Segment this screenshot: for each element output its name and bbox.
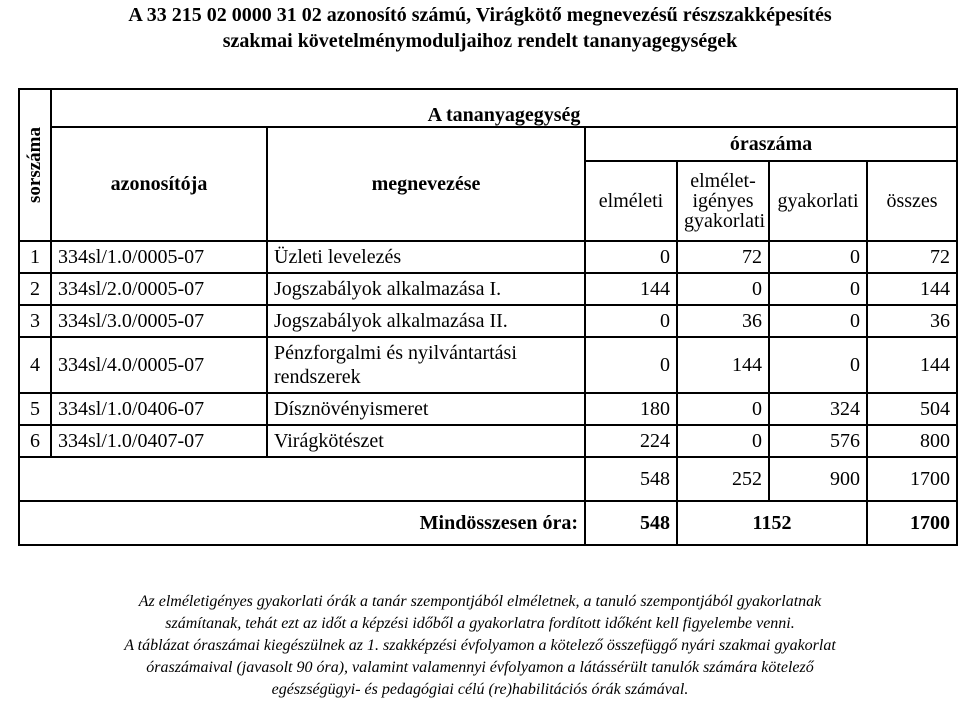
document-title bbox=[0, 2, 960, 54]
row-gyakorlati: 0 bbox=[769, 273, 867, 305]
row-number: 1 bbox=[19, 241, 51, 273]
total-label: Mindösszesen óra: bbox=[19, 501, 585, 545]
title-line-1: A 33 215 02 0000 31 02 azonosító számú, Virágkötő megnevezésű részszakképesítés bbox=[128, 4, 832, 26]
header-row-2 bbox=[19, 127, 957, 161]
footnote-line-3: A táblázat óraszámai kiegészülnek az 1. szakképzési évfolyamon a kötelező összefüggő nyári szakmai gyakorlat bbox=[124, 637, 836, 654]
row-elmeleti: 180 bbox=[585, 393, 677, 425]
header-tananyagegyseg: A tananyagegység bbox=[51, 89, 957, 127]
row-name: Jogszabályok alkalmazása I. bbox=[267, 273, 585, 305]
row-elmeleti: 0 bbox=[585, 241, 677, 273]
row-elmeletigenyes: 0 bbox=[677, 393, 769, 425]
row-elmeleti: 0 bbox=[585, 305, 677, 337]
table-row bbox=[19, 337, 957, 393]
row-number: 2 bbox=[19, 273, 51, 305]
row-gyakorlati: 0 bbox=[769, 241, 867, 273]
row-id: 334sl/1.0/0407-07 bbox=[51, 425, 267, 457]
subtotal-empty-cell bbox=[19, 457, 585, 501]
row-name: Jogszabályok alkalmazása II. bbox=[267, 305, 585, 337]
row-elmeletigenyes: 144 bbox=[677, 337, 769, 393]
subtotal-row bbox=[19, 457, 957, 501]
row-id: 334sl/3.0/0005-07 bbox=[51, 305, 267, 337]
header-megnevezese: megnevezése bbox=[267, 127, 585, 241]
row-gyakorlati: 324 bbox=[769, 393, 867, 425]
row-id: 334sl/1.0/0005-07 bbox=[51, 241, 267, 273]
row-number: 3 bbox=[19, 305, 51, 337]
row-name: Virágkötészet bbox=[267, 425, 585, 457]
header-gyakorlati: gyakorlati bbox=[769, 161, 867, 241]
row-gyakorlati: 0 bbox=[769, 305, 867, 337]
subtotal-gyakorlati: 900 bbox=[769, 457, 867, 501]
row-id: 334sl/1.0/0406-07 bbox=[51, 393, 267, 425]
row-elmeletigenyes: 0 bbox=[677, 273, 769, 305]
table-row bbox=[19, 273, 957, 305]
header-osszes: összes bbox=[867, 161, 957, 241]
row-number: 5 bbox=[19, 393, 51, 425]
row-osszes: 72 bbox=[867, 241, 957, 273]
row-elmeleti: 144 bbox=[585, 273, 677, 305]
title-line-2: szakmai követelménymoduljaihoz rendelt tananyagegységek bbox=[222, 30, 738, 52]
subtotal-elmeletigenyes: 252 bbox=[677, 457, 769, 501]
footnote-line-4: óraszámaival (javasolt 90 óra), valamint valamennyi évfolyamon a látássérült tanulók számára kötelező bbox=[146, 659, 814, 676]
curriculum-table bbox=[18, 88, 958, 546]
row-osszes: 144 bbox=[867, 337, 957, 393]
footnote bbox=[0, 591, 960, 701]
table-row bbox=[19, 393, 957, 425]
row-gyakorlati: 576 bbox=[769, 425, 867, 457]
footnote-line-5: egészségügyi- és pedagógiai célú (re)habilitációs órák számával. bbox=[271, 681, 689, 698]
header-row-1 bbox=[19, 89, 957, 127]
header-elmeleti: elméleti bbox=[585, 161, 677, 241]
row-number: 6 bbox=[19, 425, 51, 457]
footnote-line-2: számítanak, tehát ezt az időt a képzési időből a gyakorlatra fordított időként kell figyelembe venni. bbox=[165, 615, 795, 632]
row-osszes: 504 bbox=[867, 393, 957, 425]
row-elmeleti: 0 bbox=[585, 337, 677, 393]
row-osszes: 36 bbox=[867, 305, 957, 337]
row-elmeletigenyes: 72 bbox=[677, 241, 769, 273]
total-row bbox=[19, 501, 957, 545]
table-row bbox=[19, 241, 957, 273]
header-oraszama: óraszáma bbox=[585, 127, 957, 161]
row-name: Üzleti levelezés bbox=[267, 241, 585, 273]
row-number: 4 bbox=[19, 337, 51, 393]
row-id: 334sl/4.0/0005-07 bbox=[51, 337, 267, 393]
row-name: Dísznövényismeret bbox=[267, 393, 585, 425]
table-row bbox=[19, 305, 957, 337]
total-osszes: 1700 bbox=[867, 501, 957, 545]
total-gyakorlati-combined: 1152 bbox=[677, 501, 867, 545]
footnote-line-1: Az elméletigényes gyakorlati órák a tanár szempontjából elméletnek, a tanuló szempontjából gyakorlatnak bbox=[138, 593, 822, 610]
row-elmeletigenyes: 36 bbox=[677, 305, 769, 337]
header-elmeletigenyes-gyakorlati: elmélet- igényes gyakorlati bbox=[677, 161, 769, 241]
header-azonositoja: azonosítója bbox=[51, 127, 267, 241]
total-elmeleti: 548 bbox=[585, 501, 677, 545]
row-elmeletigenyes: 0 bbox=[677, 425, 769, 457]
row-elmeleti: 224 bbox=[585, 425, 677, 457]
row-id: 334sl/2.0/0005-07 bbox=[51, 273, 267, 305]
row-gyakorlati: 0 bbox=[769, 337, 867, 393]
row-name: Pénzforgalmi és nyilvántartási rendszerek bbox=[267, 337, 585, 393]
row-osszes: 144 bbox=[867, 273, 957, 305]
row-osszes: 800 bbox=[867, 425, 957, 457]
subtotal-osszes: 1700 bbox=[867, 457, 957, 501]
subtotal-elmeleti: 548 bbox=[585, 457, 677, 501]
header-sorszama: sorszáma bbox=[19, 89, 51, 241]
table-row bbox=[19, 425, 957, 457]
